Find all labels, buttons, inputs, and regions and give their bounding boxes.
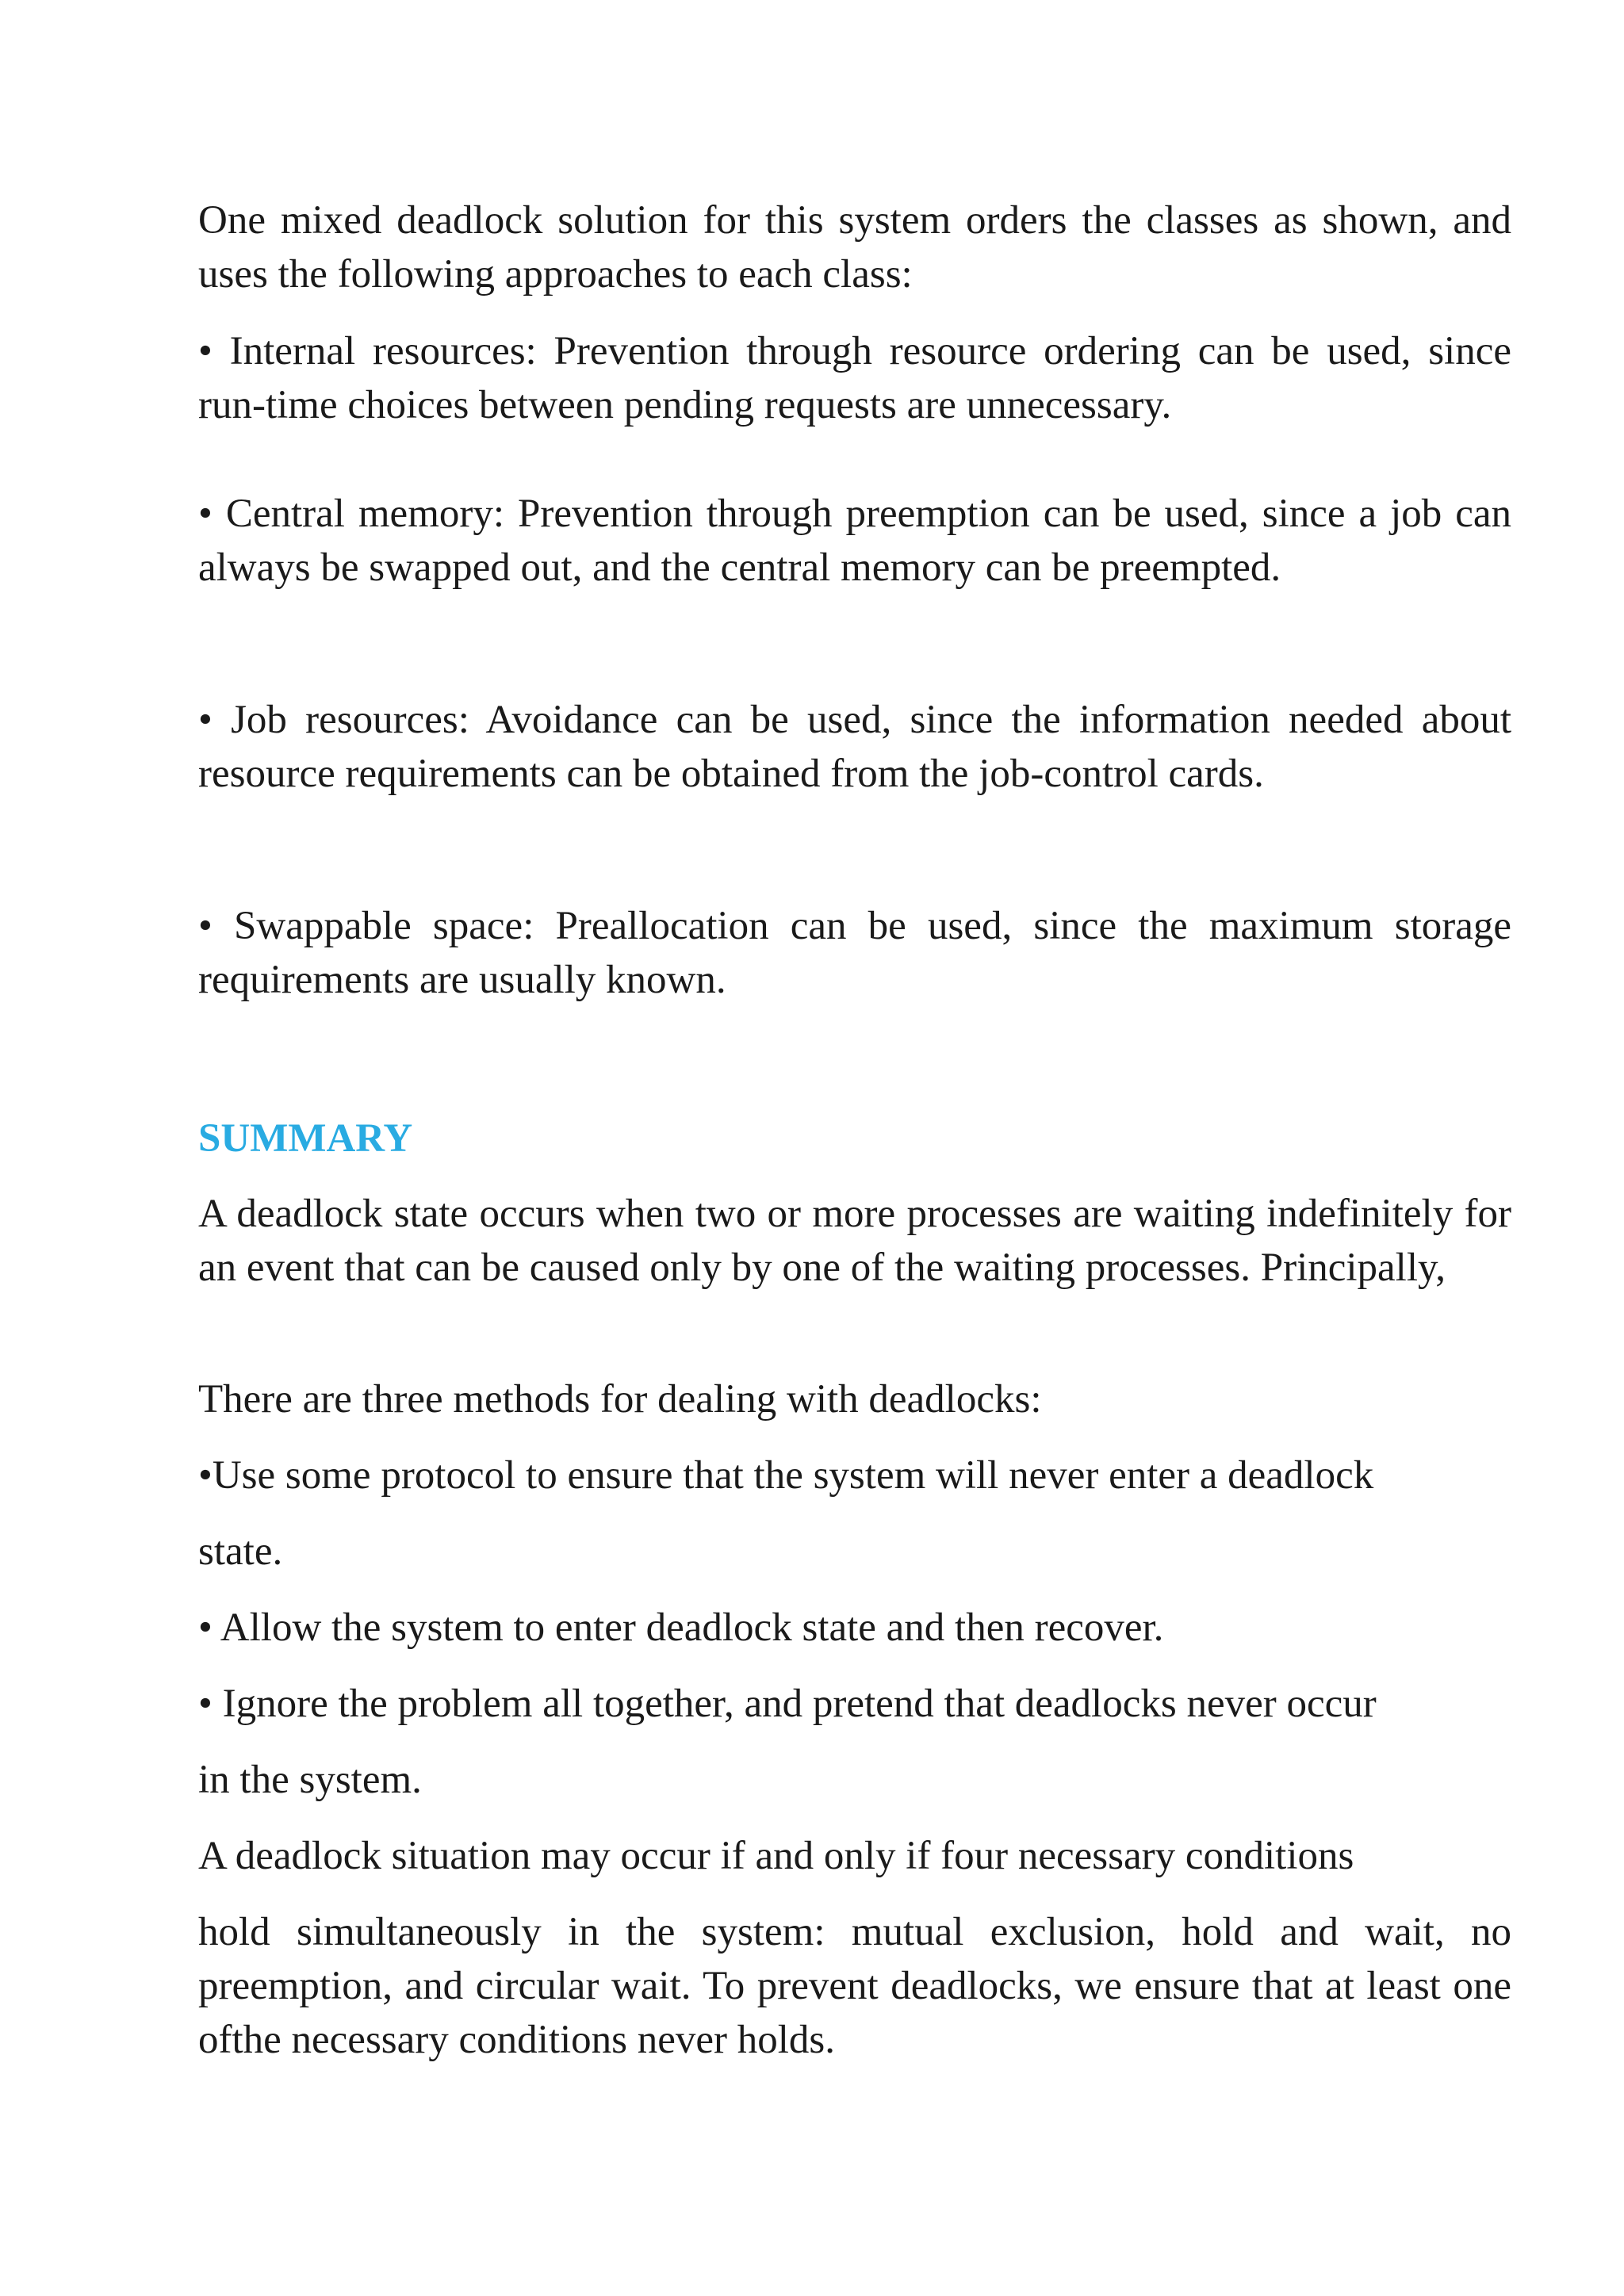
conditions-paragraph: hold simultaneously in the system: mutual exclusion, hold and wait, no preemption, and circular wait. To prevent deadlocks, we ensure that at least one ofthe necessary conditions never holds. (198, 1910, 1511, 2062)
intro-paragraph: One mixed deadlock solution for this system orders the classes as shown, and uses the following approaches to each class: (198, 198, 1511, 297)
method-item-prevent-cont: state. (198, 1529, 283, 1574)
summary-heading: SUMMARY (198, 1116, 413, 1161)
conditions-line: A deadlock situation may occur if and only if four necessary conditions (198, 1834, 1354, 1878)
method-item-recover: • Allow the system to enter deadlock state and then recover. (198, 1605, 1164, 1650)
class-item-job-resources: • Job resources: Avoidance can be used, since the information needed about resource requirements can be obtained from the job-control cards. (198, 698, 1511, 796)
method-item-prevent: •Use some protocol to ensure that the system will never enter a deadlock (198, 1453, 1374, 1498)
methods-intro: There are three methods for dealing with deadlocks: (198, 1377, 1042, 1422)
class-item-central-memory: • Central memory: Prevention through preemption can be used, since a job can always be swapped out, and the central memory can be preempted. (198, 492, 1511, 590)
class-item-swappable-space: • Swappable space: Preallocation can be used, since the maximum storage requirements are usually known. (198, 904, 1511, 1002)
method-item-ignore: • Ignore the problem all together, and pretend that deadlocks never occur (198, 1682, 1377, 1726)
summary-definition: A deadlock state occurs when two or more processes are waiting indefinitely for an event that can be caused only by one of the waiting processes. Principally, (198, 1192, 1511, 1290)
method-item-ignore-cont: in the system. (198, 1758, 422, 1802)
class-item-internal-resources: • Internal resources: Prevention through resource ordering can be used, since run-time choices between pending requests are unnecessary. (198, 329, 1511, 427)
